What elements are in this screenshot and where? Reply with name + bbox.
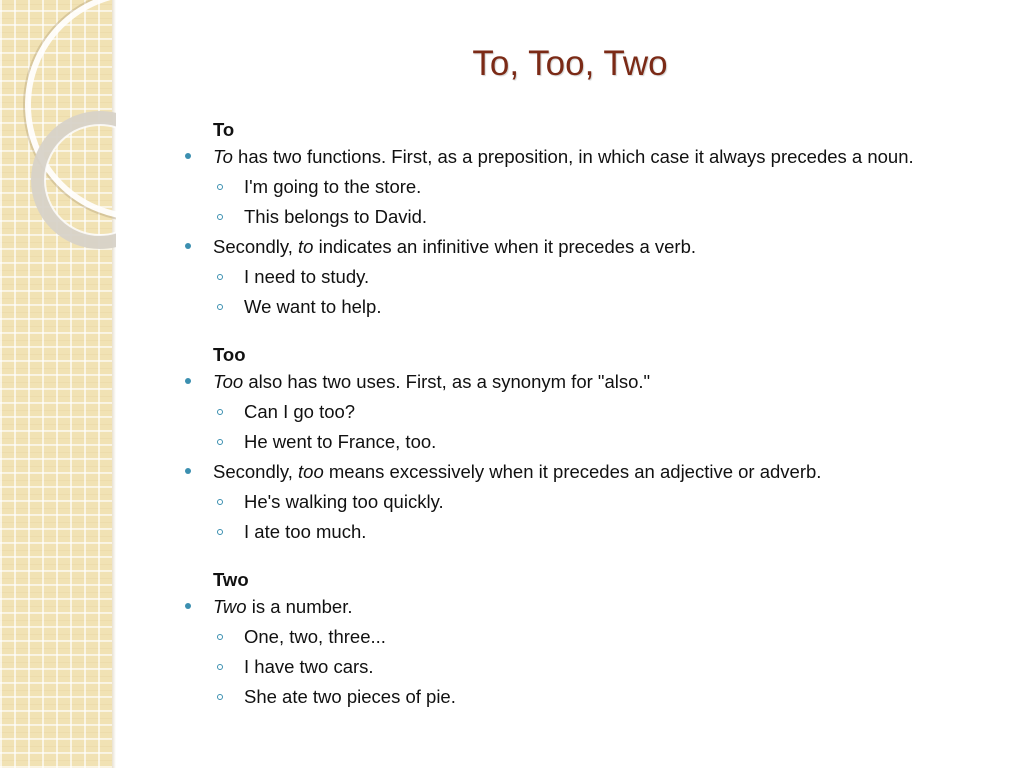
small-ring bbox=[38, 118, 116, 242]
example-text: I ate too much. bbox=[244, 521, 367, 542]
slide-title: To, Too, Two bbox=[472, 44, 668, 83]
bullet-point bbox=[180, 595, 970, 618]
italic-term: Too bbox=[213, 371, 244, 392]
example-text: I have two cars. bbox=[244, 656, 374, 677]
bullet-dot-icon bbox=[185, 153, 191, 159]
bullet-dot-icon bbox=[185, 603, 191, 609]
example-item bbox=[180, 685, 970, 708]
italic-term: Two bbox=[213, 596, 247, 617]
section-heading-too: Too bbox=[213, 344, 246, 365]
example-text: One, two, three... bbox=[244, 626, 386, 647]
italic-term: to bbox=[298, 236, 314, 257]
example-text: This belongs to David. bbox=[244, 206, 428, 227]
example-text: He's walking too quickly. bbox=[244, 491, 444, 512]
bullet-point bbox=[180, 235, 970, 258]
example-item bbox=[180, 295, 970, 318]
sub-bullet-ring-icon bbox=[217, 304, 223, 310]
sub-bullet-ring-icon bbox=[217, 634, 223, 640]
sub-bullet-ring-icon bbox=[217, 499, 223, 505]
sub-bullet-ring-icon bbox=[217, 409, 223, 415]
section-heading-to: To bbox=[213, 119, 235, 140]
sub-bullet-ring-icon bbox=[217, 439, 223, 445]
bullet-text: means excessively when it precedes an adjective or adverb. bbox=[323, 461, 822, 482]
bullet-point bbox=[180, 370, 970, 393]
example-item bbox=[180, 265, 970, 288]
sub-bullet-ring-icon bbox=[217, 694, 223, 700]
sub-bullet-ring-icon bbox=[217, 184, 223, 190]
example-item bbox=[180, 205, 970, 228]
example-item bbox=[180, 400, 970, 423]
sub-bullet-ring-icon bbox=[217, 214, 223, 220]
section-heading-two: Two bbox=[213, 569, 249, 590]
sub-bullet-ring-icon bbox=[217, 529, 223, 535]
bullet-prefix: Secondly, bbox=[213, 236, 299, 257]
italic-term: too bbox=[298, 461, 324, 482]
bullet-point bbox=[180, 460, 970, 483]
example-item bbox=[180, 625, 970, 648]
italic-term: To bbox=[213, 146, 233, 167]
bullet-point bbox=[180, 145, 970, 168]
bullet-text: indicates an infinitive when it precedes a verb. bbox=[313, 236, 697, 257]
sub-bullet-ring-icon bbox=[217, 274, 223, 280]
sub-bullet-ring-icon bbox=[217, 664, 223, 670]
example-item bbox=[180, 490, 970, 513]
example-item bbox=[180, 430, 970, 453]
bullet-dot-icon bbox=[185, 378, 191, 384]
bullet-text: also has two uses. First, as a synonym for "also." bbox=[243, 371, 651, 392]
bullet-dot-icon bbox=[185, 468, 191, 474]
bullet-prefix: Secondly, bbox=[213, 461, 299, 482]
example-text: Can I go too? bbox=[244, 401, 356, 422]
example-text: I'm going to the store. bbox=[244, 176, 422, 197]
example-text: She ate two pieces of pie. bbox=[244, 686, 456, 707]
bullet-dot-icon bbox=[185, 243, 191, 249]
example-text: We want to help. bbox=[244, 296, 382, 317]
decorative-rings bbox=[0, 0, 116, 260]
example-item bbox=[180, 175, 970, 198]
example-item bbox=[180, 520, 970, 543]
bullet-text: is a number. bbox=[246, 596, 353, 617]
example-text: I need to study. bbox=[244, 266, 370, 287]
bullet-text: has two functions. First, as a preposition, in which case it always precedes a noun. bbox=[232, 146, 914, 167]
slide-content bbox=[180, 110, 970, 715]
example-text: He went to France, too. bbox=[244, 431, 437, 452]
example-item bbox=[180, 655, 970, 678]
